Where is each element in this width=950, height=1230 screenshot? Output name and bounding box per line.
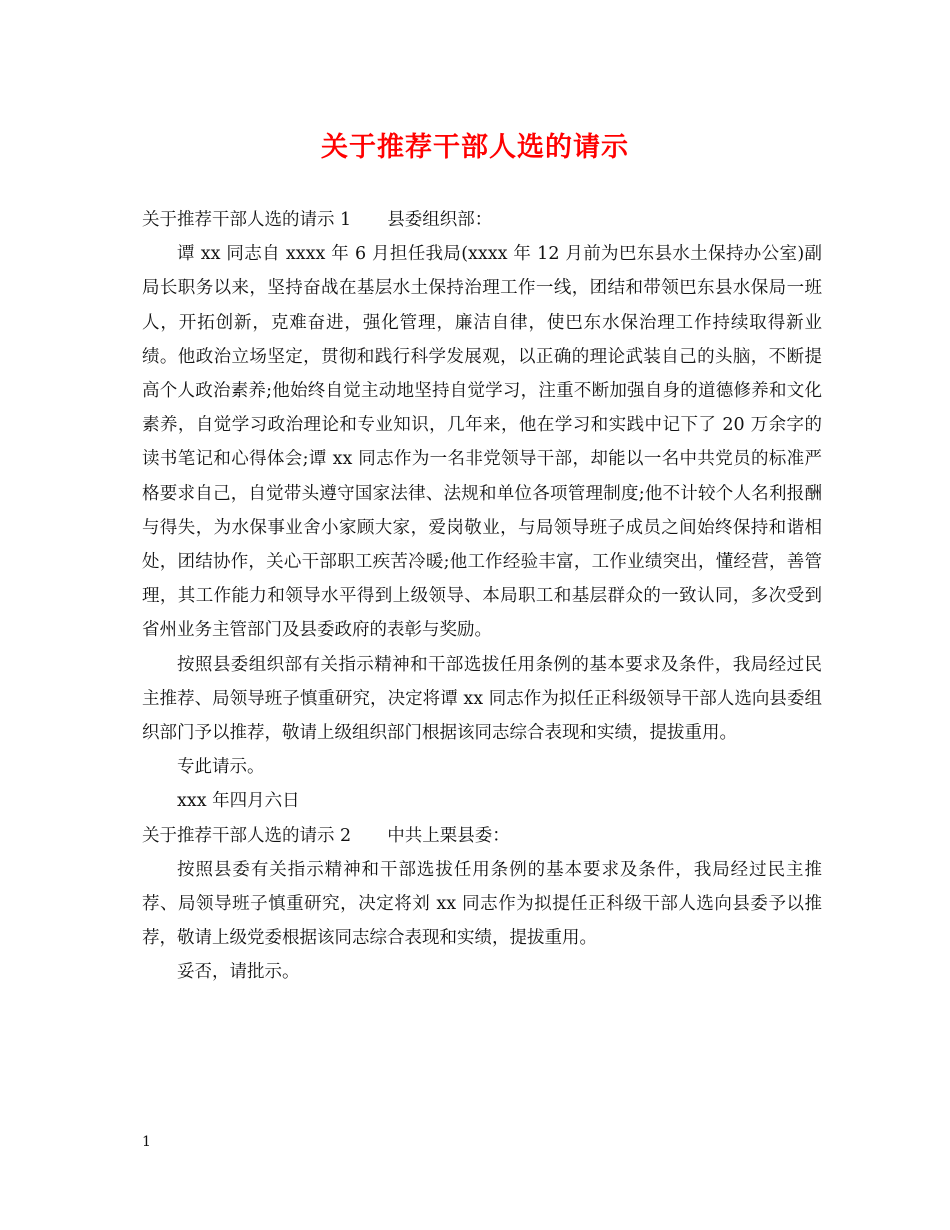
section-1-date: xxx 年四月六日 xyxy=(177,791,300,812)
section-1-paragraph: 谭 xx 同志自 xxxx 年 6 月担任我局(xxxx 年 12 月前为巴东县水土保持办公室)副局长职务以来，坚持奋战在基层水土保持治理工作一线，团结和带领巴东县水保局一班人，开拓创新，克难奋进，强化管理，廉洁自律，使巴东水保治理工作持续取得新业绩。他政治立场坚定，贯彻和践行科学发展观，以正确的理论武装自己的头脑，不断提高个人政治素养;他始终自觉主动地坚持自觉学习，注重不断加强自身的道德修养和文化素养，自觉学习政治理论和专业知识，几年来，他在学习和实践中记下了 20 万余字的读书笔记和心得体会;谭 xx 同志作为一名非党领导干部，却能以一名中共党员的标准严格要求自己，自觉带头遵守国家法律、法规和单位各项管理制度;他不计较个人名利报酬与得失，为水保事业舍小家顾大家，爱岗敬业，与局领导班子成员之间始终保持和谐相处，团结协作，关心干部职工疾苦冷暖;他工作经验丰富，工作业绩突出，懂经营，善管理，其工作能力和领导水平得到上级领导、本局职工和基层群众的一致认同，多次受到省州业务主管部门及县委政府的表彰与奖励。 xyxy=(142,244,822,641)
section-1-closing: 专此请示。 xyxy=(177,757,265,778)
section-1-heading: 关于推荐干部人选的请示 1 xyxy=(142,210,352,230)
section-2-heading-line xyxy=(142,819,822,853)
section-1-addressee: 县委组织部： xyxy=(387,210,493,230)
section-1-heading-line xyxy=(142,203,822,237)
page-number: 1 xyxy=(142,1134,151,1150)
section-2-heading: 关于推荐干部人选的请示 2 xyxy=(142,825,352,846)
section-1-paragraph: 按照县委组织部有关指示精神和干部选拔任用条例的基本要求及条件，我局经过民主推荐、局领导班子慎重研究，决定将谭 xx 同志作为拟任正科级领导干部人选向县委组织部门予以推荐，敬请上级组织部门根据该同志综合表现和实绩，提拔重用。 xyxy=(142,654,822,744)
document-title: 关于推荐干部人选的请示 xyxy=(321,132,629,163)
document-body xyxy=(142,203,822,990)
section-2-addressee: 中共上栗县委： xyxy=(387,825,510,846)
section-2-paragraph: 按照县委有关指示精神和干部选拔任用条例的基本要求及条件，我局经过民主推荐、局领导班子慎重研究，决定将刘 xx 同志作为拟提任正科级干部人选向县委予以推荐，敬请上级党委根据该同志综合表现和实绩，提拔重用。 xyxy=(142,859,822,949)
section-2-closing: 妥否，请批示。 xyxy=(177,962,300,983)
